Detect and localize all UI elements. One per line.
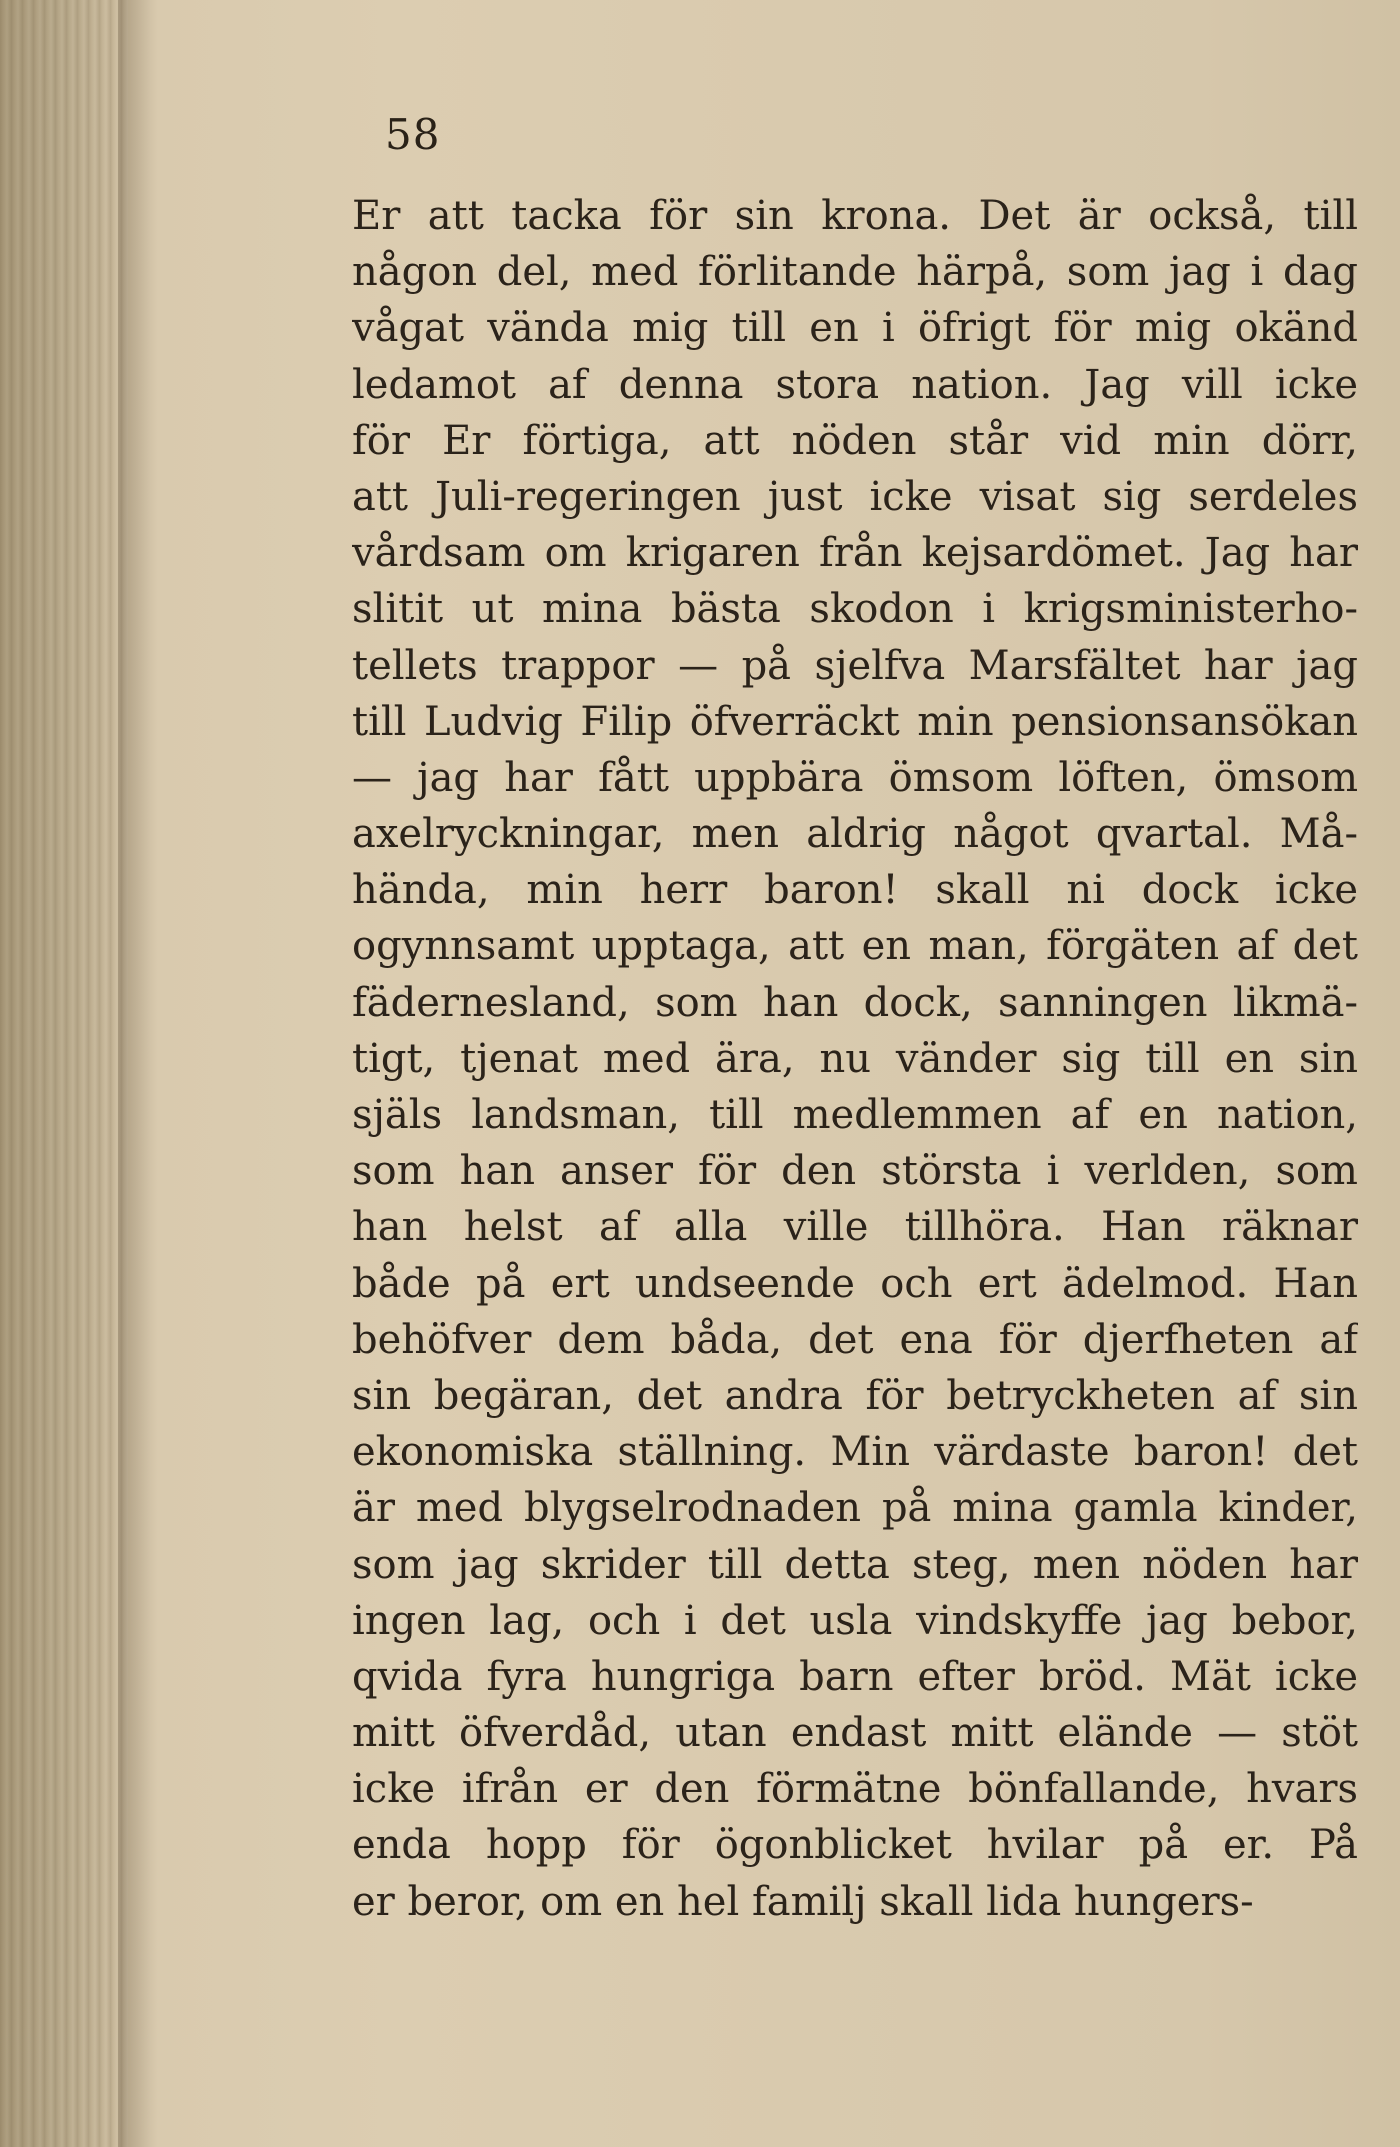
text-line: icke ifrån er den förmätne bönfallande, hvars <box>352 1766 1358 1813</box>
text-line: någon del, med förlitande härpå, som jag i dag <box>352 249 1358 296</box>
book-spine <box>0 0 128 2147</box>
text-line: både på ert undseende och ert ädelmod. Han <box>352 1260 1358 1307</box>
text-line: själs landsman, till medlemmen af en nation, <box>352 1092 1358 1138</box>
text-line: — jag har fått uppbära ömsom löften, ömsom <box>352 754 1358 801</box>
text-line: till Ludvig Filip öfverräckt min pensionsansökan <box>352 698 1358 745</box>
text-line: ingen lag, och i det usla vindskyffe jag bebor, <box>352 1597 1358 1644</box>
text-line: är med blygselrodnaden på mina gamla kinder, <box>352 1485 1358 1532</box>
page-number: 58 <box>385 110 441 159</box>
text-line: fädernesland, som han dock, sanningen likmä- <box>352 979 1358 1026</box>
text-line: som jag skrider till detta steg, men nöden har <box>352 1541 1358 1588</box>
text-line: Er att tacka för sin krona. Det är också, till <box>352 193 1358 239</box>
text-line: axelryckningar, men aldrig något qvartal. Må- <box>352 811 1358 858</box>
text-line: att Juli-regeringen just icke visat sig serdeles <box>352 473 1358 520</box>
text-line: tigt, tjenat med ära, nu vänder sig till en sin <box>352 1035 1358 1082</box>
text-line: slitit ut mina bästa skodon i krigsministerho- <box>352 586 1358 633</box>
text-line: mitt öfverdåd, utan endast mitt elände — stöt <box>352 1710 1358 1757</box>
gutter-shadow <box>118 0 158 2147</box>
text-line: vårdsam om krigaren från kejsardömet. Jag har <box>352 530 1358 577</box>
text-line: ekonomiska ställning. Min värdaste baron! det <box>352 1429 1358 1476</box>
text-line: er beror, om en hel familj skall lida hungers- <box>352 1878 1254 1925</box>
text-line: sin begäran, det andra för betryckheten af sin <box>352 1372 1358 1419</box>
text-line: som han anser för den största i verlden, som <box>352 1148 1358 1195</box>
text-line: hända, min herr baron! skall ni dock icke <box>352 867 1358 914</box>
text-line: ledamot af denna stora nation. Jag vill icke <box>352 361 1358 408</box>
text-line: behöfver dem båda, det ena för djerfheten af <box>352 1316 1358 1363</box>
text-line: han helst af alla ville tillhöra. Han räknar <box>352 1204 1358 1251</box>
text-line: för Er förtiga, att nöden står vid min dörr, <box>352 417 1358 464</box>
text-line: ogynnsamt upptaga, att en man, förgäten af det <box>352 923 1358 970</box>
text-line: qvida fyra hungriga barn efter bröd. Mät icke <box>352 1653 1358 1700</box>
text-line: tellets trappor — på sjelfva Marsfältet har jag <box>352 642 1358 689</box>
text-line: vågat vända mig till en i öfrigt för mig okänd <box>352 305 1358 352</box>
body-text <box>352 188 1358 1930</box>
text-line: enda hopp för ögonblicket hvilar på er. På <box>352 1822 1358 1869</box>
